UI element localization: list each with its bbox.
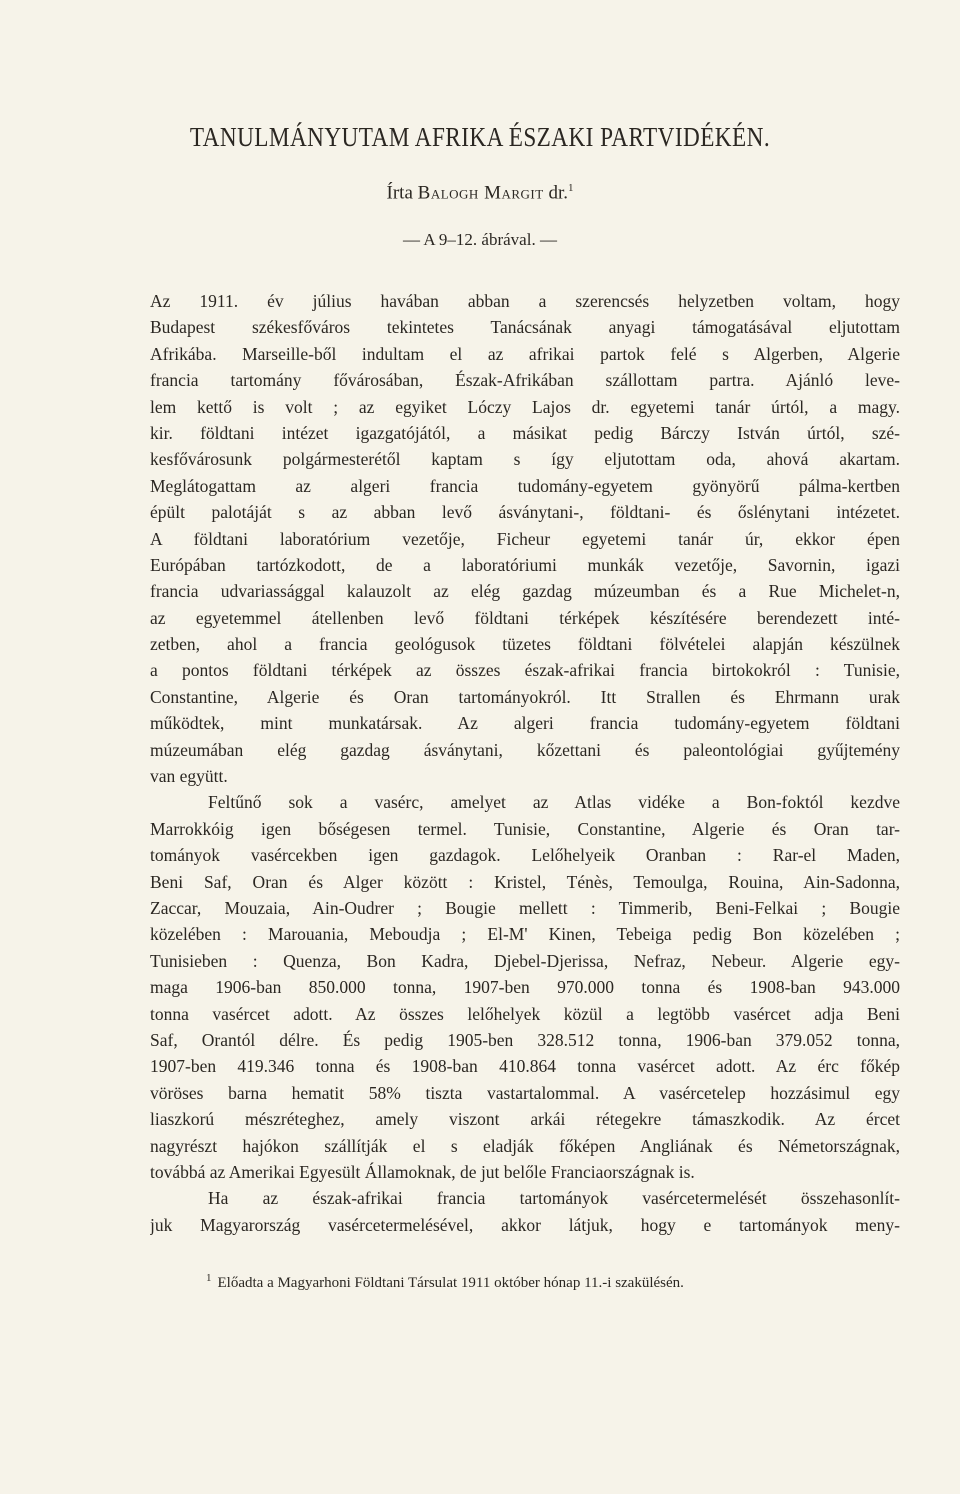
- text-line: Afrikába. Marseille-ből indultam el az afrikai partok felé s Algerben, Algerie: [150, 343, 900, 364]
- author-suffix: dr.: [548, 182, 568, 204]
- text-line: Európában tartózkodott, de a laboratóriumi munkák vezetője, Savornin, igazi: [150, 554, 900, 575]
- text-line: zetben, ahol a francia geológusok tüzetes földtani fölvételei alapján készülnek: [150, 634, 900, 655]
- text-line: működtek, mint munkatársak. Az algeri francia tudomány-egyetem földtani: [150, 713, 900, 734]
- footnote-text: Előadta a Magyarhoni Földtani Társulat 1911 október hónap 11.-i szakülésén.: [217, 1275, 684, 1291]
- footnote-mark: 1: [206, 1272, 212, 1284]
- text-line: múzeumában elég gazdag ásványtani, kőzettani és paleontológiai gyűjtemény: [150, 739, 900, 760]
- text-line: lem kettő is volt ; az egyiket Lóczy Lajos dr. egyetemi tanár úrtól, a magy.: [150, 396, 900, 417]
- text-line: Constantine, Algerie és Oran tartományokról. Itt Strallen és Ehrmann urak: [150, 686, 900, 707]
- text-line: Tunisieben : Quenza, Bon Kadra, Djebel-Djerissa, Nefraz, Nebeur. Algerie egy-: [150, 950, 900, 971]
- text-line: Ha az észak-afrikai francia tartományok vasércetermelését összehasonlít-: [208, 1188, 900, 1209]
- text-line: épült palotáját s az abban levő ásványtani-, földtani- és őslénytani intézetet.: [150, 502, 900, 523]
- text-line: közelében : Marouania, Meboudja ; El-M' Kinen, Tebeiga pedig Bon közelében ;: [150, 924, 900, 945]
- article-body: [150, 288, 900, 1238]
- figures-note: — A 9–12. ábrával. —: [403, 230, 557, 249]
- article-title: TANULMÁNYUTAM AFRIKA ÉSZAKI PARTVIDÉKÉN.: [189, 122, 771, 152]
- byline-prefix: Írta: [386, 182, 413, 204]
- text-line: Az 1911. év július havában abban a szerencsés helyzetben voltam, hogy: [150, 291, 900, 311]
- footnote: [206, 1272, 906, 1292]
- text-line: liaszkorú mészréteghez, amely viszont arkái rétegekre támaszkodik. Az ércet: [150, 1109, 900, 1130]
- text-line: 1907-ben 419.346 tonna és 1908-ban 410.864 tonna vasércet adott. Az érc főkép: [150, 1056, 900, 1077]
- text-line: Zaccar, Mouzaia, Ain-Oudrer ; Bougie mellett : Timmerib, Beni-Felkai ; Bougie: [150, 897, 900, 918]
- text-line: Saf, Orantól délre. És pedig 1905-ben 328.512 tonna, 1906-ban 379.052 tonna,: [150, 1029, 900, 1050]
- text-line: Beni Saf, Oran és Alger között : Kristel, Ténès, Temoulga, Rouina, Ain-Sadonna,: [150, 871, 900, 892]
- paragraph: [150, 789, 900, 1185]
- text-line: kesfővárosunk polgármesterétől kaptam s így eljutottam oda, ahová akartam.: [150, 449, 900, 470]
- text-line: az egyetemmel átellenben levő földtani térképek készítésére berendezett inté-: [150, 607, 900, 628]
- text-line: a pontos földtani térképek az összes észak-afrikai francia birtokokról : Tunisie,: [150, 660, 900, 681]
- text-line: továbbá az Amerikai Egyesült Államoknak, de jut belőle Franciaországnak is.: [150, 1161, 695, 1182]
- author-name: Balogh Margit: [417, 182, 544, 204]
- text-line: Marrokkóig igen bőségesen termel. Tunisie, Constantine, Algerie és Oran tar-: [150, 818, 900, 839]
- text-line: Feltűnő sok a vasérc, amelyet az Atlas vidéke a Bon-foktól kezdve: [208, 792, 900, 813]
- text-line: francia tartomány fővárosában, Észak-Afrikában szállottam partra. Ajánló leve-: [150, 370, 900, 391]
- paragraph: [150, 288, 900, 789]
- text-line: Meglátogattam az algeri francia tudomány-egyetem gyönyörű pálma-kertben: [150, 475, 900, 496]
- author-footnote-mark: 1: [567, 182, 574, 194]
- text-line: nagyrészt hajókon szállítják el s eladják főképen Angliának és Németországnak,: [150, 1135, 900, 1156]
- text-line: vöröses barna hematit 58% tiszta vastartalommal. A vasércetelep hozzásimul egy: [150, 1082, 900, 1103]
- text-line: Budapest székesfőváros tekintetes Tanácsának anyagi támogatásával eljutottam: [150, 317, 900, 338]
- text-line: A földtani laboratórium vezetője, Ficheur egyetemi tanár úr, ekkor épen: [150, 528, 900, 549]
- text-line: maga 1906-ban 850.000 tonna, 1907-ben 970.000 tonna és 1908-ban 943.000: [150, 977, 900, 998]
- paragraph: [150, 1185, 900, 1238]
- text-line: francia udvariassággal kalauzolt az elég gazdag múzeumban és a Rue Michelet-n,: [150, 581, 900, 602]
- text-line: van együtt.: [150, 766, 228, 787]
- byline: [0, 182, 960, 204]
- text-line: tonna vasércet adott. Az összes lelőhelyek közül a legtöbb vasércet adja Beni: [150, 1003, 900, 1024]
- text-line: juk Magyarország vasércetermelésével, akkor látjuk, hogy e tartományok meny-: [150, 1214, 900, 1235]
- text-line: kir. földtani intézet igazgatójától, a másikat pedig Bárczy István úrtól, szé-: [150, 422, 900, 443]
- text-line: tományok vasércekben igen gazdagok. Lelőhelyeik Oranban : Rar-el Maden,: [150, 845, 900, 866]
